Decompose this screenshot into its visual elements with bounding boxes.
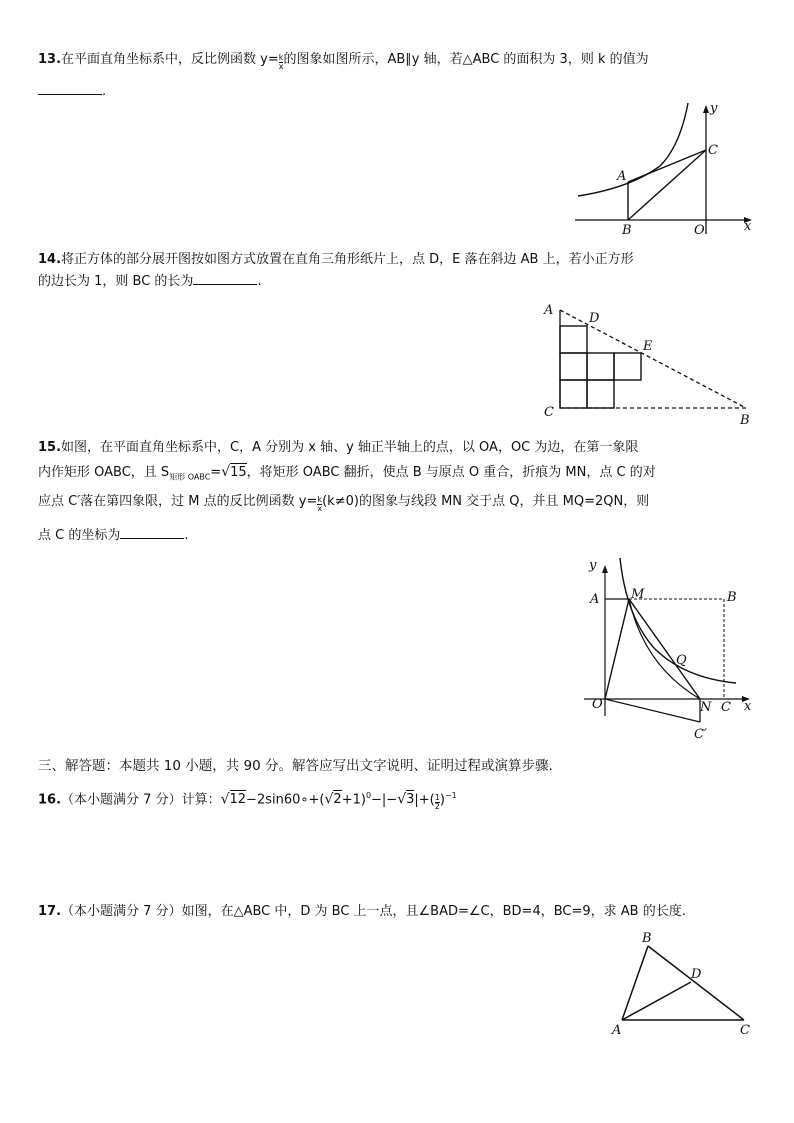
q15-label-n: N: [700, 700, 712, 715]
q16-term-1: −2sin60∘+(: [246, 792, 325, 808]
q15-text-2b: =: [210, 465, 222, 480]
q17-label-b: B: [642, 931, 652, 946]
q16-prefix: （本小题满分 7 分）计算：: [61, 792, 221, 808]
q15-label-y: y: [589, 558, 597, 573]
q16-term-4: |+(: [414, 792, 435, 808]
q16-number: 16.: [38, 792, 62, 808]
q15-text-3a: 应点 C′落在第四象限，过 M 点的反比例函数 y=: [38, 494, 318, 509]
q15-radicand: 15: [230, 465, 247, 480]
q15-text-3b: (k≠0)的图象与线段 MN 交于点 Q，并且 MQ=2QN，则: [322, 494, 650, 509]
q16-half-num: 1: [434, 793, 440, 803]
q15-label-o: O: [592, 697, 603, 712]
q17-label-d: D: [691, 967, 702, 982]
q13-number: 13.: [38, 52, 62, 67]
q13-label-x: x: [744, 219, 752, 234]
q14-label-d: D: [589, 311, 600, 326]
q13-end: .: [102, 84, 107, 99]
sqrt-icon: √: [397, 791, 407, 808]
q17-figure: [604, 928, 760, 1040]
q14-label-b: B: [740, 413, 750, 428]
q16-exponent-neg1: −1: [444, 791, 457, 800]
q15-area-subscript: 矩形 OABC: [169, 472, 211, 482]
q14-text-2: 的边长为 1，则 BC 的长为: [38, 274, 194, 289]
q17-label-c: C: [740, 1023, 750, 1038]
q14-text-1: 将正方体的部分展开图按如图方式放置在直角三角形纸片上，点 D，E 落在斜边 AB 上，若小正方形: [61, 252, 634, 267]
sqrt-icon: √: [221, 464, 231, 480]
q17-text: （本小题满分 7 分）如图，在△ABC 中，D 为 BC 上一点，且∠BAD=∠C，BD=4，BC=9，求 AB 的长度.: [61, 904, 686, 919]
q16-radicand-2: 2: [333, 792, 342, 808]
q15-frac-num: k: [317, 495, 323, 504]
q14-number: 14.: [38, 252, 62, 267]
q14-line-2: [38, 272, 760, 292]
q14-answer-blank: [193, 272, 257, 285]
q15-text-2a: 内作矩形 OABC，且 S: [38, 465, 170, 480]
q16-radicand-3: 3: [406, 792, 415, 808]
q17-number: 17.: [38, 904, 62, 919]
q15-label-c: C: [721, 700, 731, 715]
q13-text-b: 的图象如图所示，AB∥y 轴，若△ABC 的面积为 3，则 k 的值为: [283, 52, 649, 67]
q13-label-o: O: [694, 223, 705, 238]
q15-label-m: M: [631, 587, 645, 602]
q16-radicand-1: 12: [229, 792, 247, 808]
q15-line-1: [38, 438, 760, 458]
q14-line-1: [38, 250, 760, 270]
q13-frac-num: k: [278, 53, 284, 62]
q16-half-den: 2: [434, 802, 440, 812]
q13-label-c: C: [708, 143, 718, 158]
q15-end: .: [184, 528, 189, 543]
q16-line: [38, 786, 760, 811]
q15-label-c-prime: C′: [694, 727, 707, 742]
q15-number: 15.: [38, 440, 62, 455]
q15-line-3: [38, 492, 760, 513]
q15-label-a: A: [590, 592, 600, 607]
q14-figure: [538, 298, 760, 428]
q15-line-2: [38, 462, 760, 488]
q14-label-c: C: [544, 405, 554, 420]
q15-line-4: [38, 526, 760, 546]
q16-exponent-0: 0: [365, 791, 372, 800]
q13-label-y: y: [710, 101, 718, 116]
q13-answer-blank: [38, 82, 102, 95]
sqrt-icon: √: [324, 791, 334, 808]
q14-label-e: E: [643, 339, 653, 354]
section-3-heading: 三、解答题：本题共 10 小题，共 90 分。解答应写出文字说明、证明过程或演算步骤.: [38, 758, 553, 774]
q13-label-b: B: [622, 223, 632, 238]
q15-frac-den: x: [317, 504, 323, 513]
q17-line: [38, 902, 760, 922]
q17-label-a: A: [612, 1023, 622, 1038]
q16-term-5: ): [439, 792, 445, 808]
q14-end: .: [257, 274, 262, 289]
q13-frac-den: x: [278, 62, 284, 71]
q15-label-q: Q: [676, 653, 687, 668]
q15-label-b: B: [727, 590, 737, 605]
q15-text-1: 如图，在平面直角坐标系中，C，A 分别为 x 轴、y 轴正半轴上的点，以 OA，OC 为边，在第一象限: [61, 440, 639, 455]
q15-answer-blank: [120, 526, 184, 539]
q15-label-x: x: [744, 699, 752, 714]
q15-figure: [584, 556, 760, 744]
q13-line-1: [38, 50, 760, 71]
q13-figure: [570, 98, 760, 240]
q16-term-2: +1): [341, 792, 366, 808]
q13-text-a: 在平面直角坐标系中，反比例函数 y=: [61, 52, 279, 67]
q16-term-3: −|−: [371, 792, 398, 808]
q15-text-2c: ，将矩形 OABC 翻折，使点 B 与原点 O 重合，折痕为 MN，点 C 的对: [246, 465, 656, 480]
q15-text-4: 点 C 的坐标为: [38, 528, 121, 543]
q14-label-a: A: [544, 303, 554, 318]
q13-label-a: A: [617, 169, 627, 184]
sqrt-icon: √: [220, 791, 230, 808]
